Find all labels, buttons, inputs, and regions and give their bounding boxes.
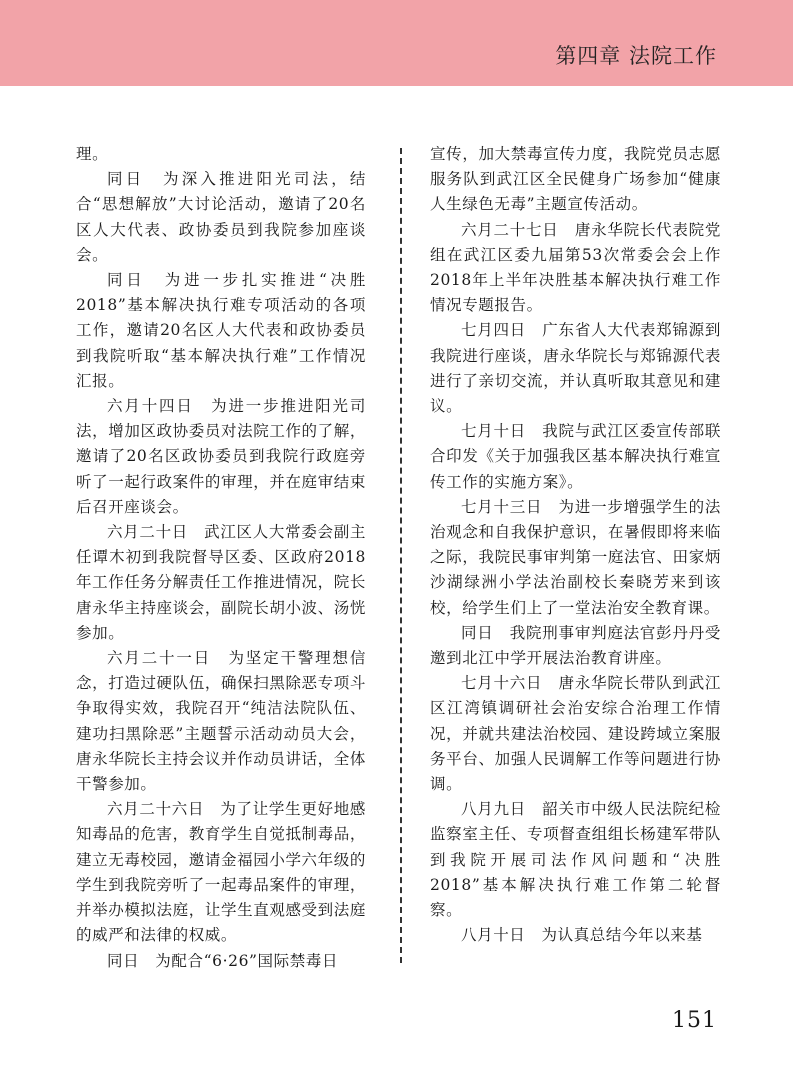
paragraph: 同日 为进一步扎实推进“决胜2018”基本解决执行难专项活动的各项工作，邀请20名区人大代表和政协委员到我院听取“基本解决执行难”工作情况汇报。 bbox=[76, 271, 366, 390]
chapter-title: 第四章 法院工作 bbox=[555, 44, 717, 68]
paragraph: 六月二十六日 为了让学生更好地感知毒品的危害，教育学生自觉抵制毒品，建立无毒校园，邀请金福园小学六年级的学生到我院旁听了一起毒品案件的审理，并举办模拟法庭，让学生直观感受到法庭的威严和法律的权威。 bbox=[76, 800, 366, 945]
paragraph: 八月十日 为认真总结今年以来基 bbox=[461, 926, 703, 945]
paragraph: 六月二十日 武江区人大常委会副主任谭木初到我院督导区委、区政府2018年工作任务分解责任工作推进情况，院长唐永华主持座谈会，副院长胡小波、汤恍参加。 bbox=[76, 523, 366, 642]
paragraph: 八月九日 韶关市中级人民法院纪检监察室主任、专项督查组组长杨建军带队到我院开展司法作风问题和“决胜2018”基本解决执行难工作第二轮督察。 bbox=[430, 800, 721, 920]
paragraph: 同日 为深入推进阳光司法，结合“思想解放”大讨论活动，邀请了20名区人大代表、政协委员到我院参加座谈会。 bbox=[76, 170, 366, 264]
paragraph: 宣传，加大禁毒宣传力度，我院党员志愿服务队到武江区全民健身广场参加“健康人生绿色无毒”主题宣传活动。 bbox=[430, 145, 721, 214]
paragraph: 六月二十一日 为坚定干警理想信念，打造过硬队伍，确保扫黑除恶专项斗争取得实效，我院召开“纯洁法院队伍、建功扫黑除恶”主题誓示活动动员大会，唐永华院长主持会议并作动员讲话，全体干警参加。 bbox=[76, 649, 366, 794]
page-number: 151 bbox=[672, 1008, 717, 1033]
left-text-column bbox=[76, 142, 366, 974]
paragraph: 同日 为配合“6·26”国际禁毒日 bbox=[107, 951, 339, 970]
paragraph: 七月四日 广东省人大代表郑锦源到我院进行座谈，唐永华院长与郑锦源代表进行了亲切交流，并认真听取其意见和建议。 bbox=[430, 321, 721, 416]
paragraph: 六月二十七日 唐永华院长代表院党组在武江区委九届第53次常委会会上作2018年上半年决胜基本解决执行难工作情况专题报告。 bbox=[430, 220, 721, 315]
paragraph: 七月十六日 唐永华院长带队到武江区江湾镇调研社会治安综合治理工作情况，并就共建法治校园、建设跨域立案服务平台、加强人民调解工作等问题进行协调。 bbox=[430, 674, 721, 794]
paragraph: 七月十三日 为进一步增强学生的法治观念和自我保护意识，在暑假即将来临之际，我院民事审判第一庭法官、田家炳沙湖绿洲小学法治副校长秦晓芳来到该校，给学生们上了一堂法治安全教育课。 bbox=[430, 497, 721, 617]
column-divider bbox=[400, 148, 402, 963]
paragraph: 七月十日 我院与武江区委宣传部联合印发《关于加强我区基本解决执行难宣传工作的实施方案》。 bbox=[430, 422, 721, 491]
paragraph: 六月十四日 为进一步推进阳光司法，增加区政协委员对法院工作的了解，邀请了20名区政协委员到我院行政庭旁听了一起行政案件的审理，并在庭审结束后召开座谈会。 bbox=[76, 397, 366, 516]
chapter-header-band bbox=[0, 0, 793, 86]
right-text-column bbox=[430, 142, 721, 949]
paragraph: 理。 bbox=[76, 145, 109, 163]
paragraph: 同日 我院刑事审判庭法官彭丹丹受邀到北江中学开展法治教育讲座。 bbox=[430, 623, 721, 668]
